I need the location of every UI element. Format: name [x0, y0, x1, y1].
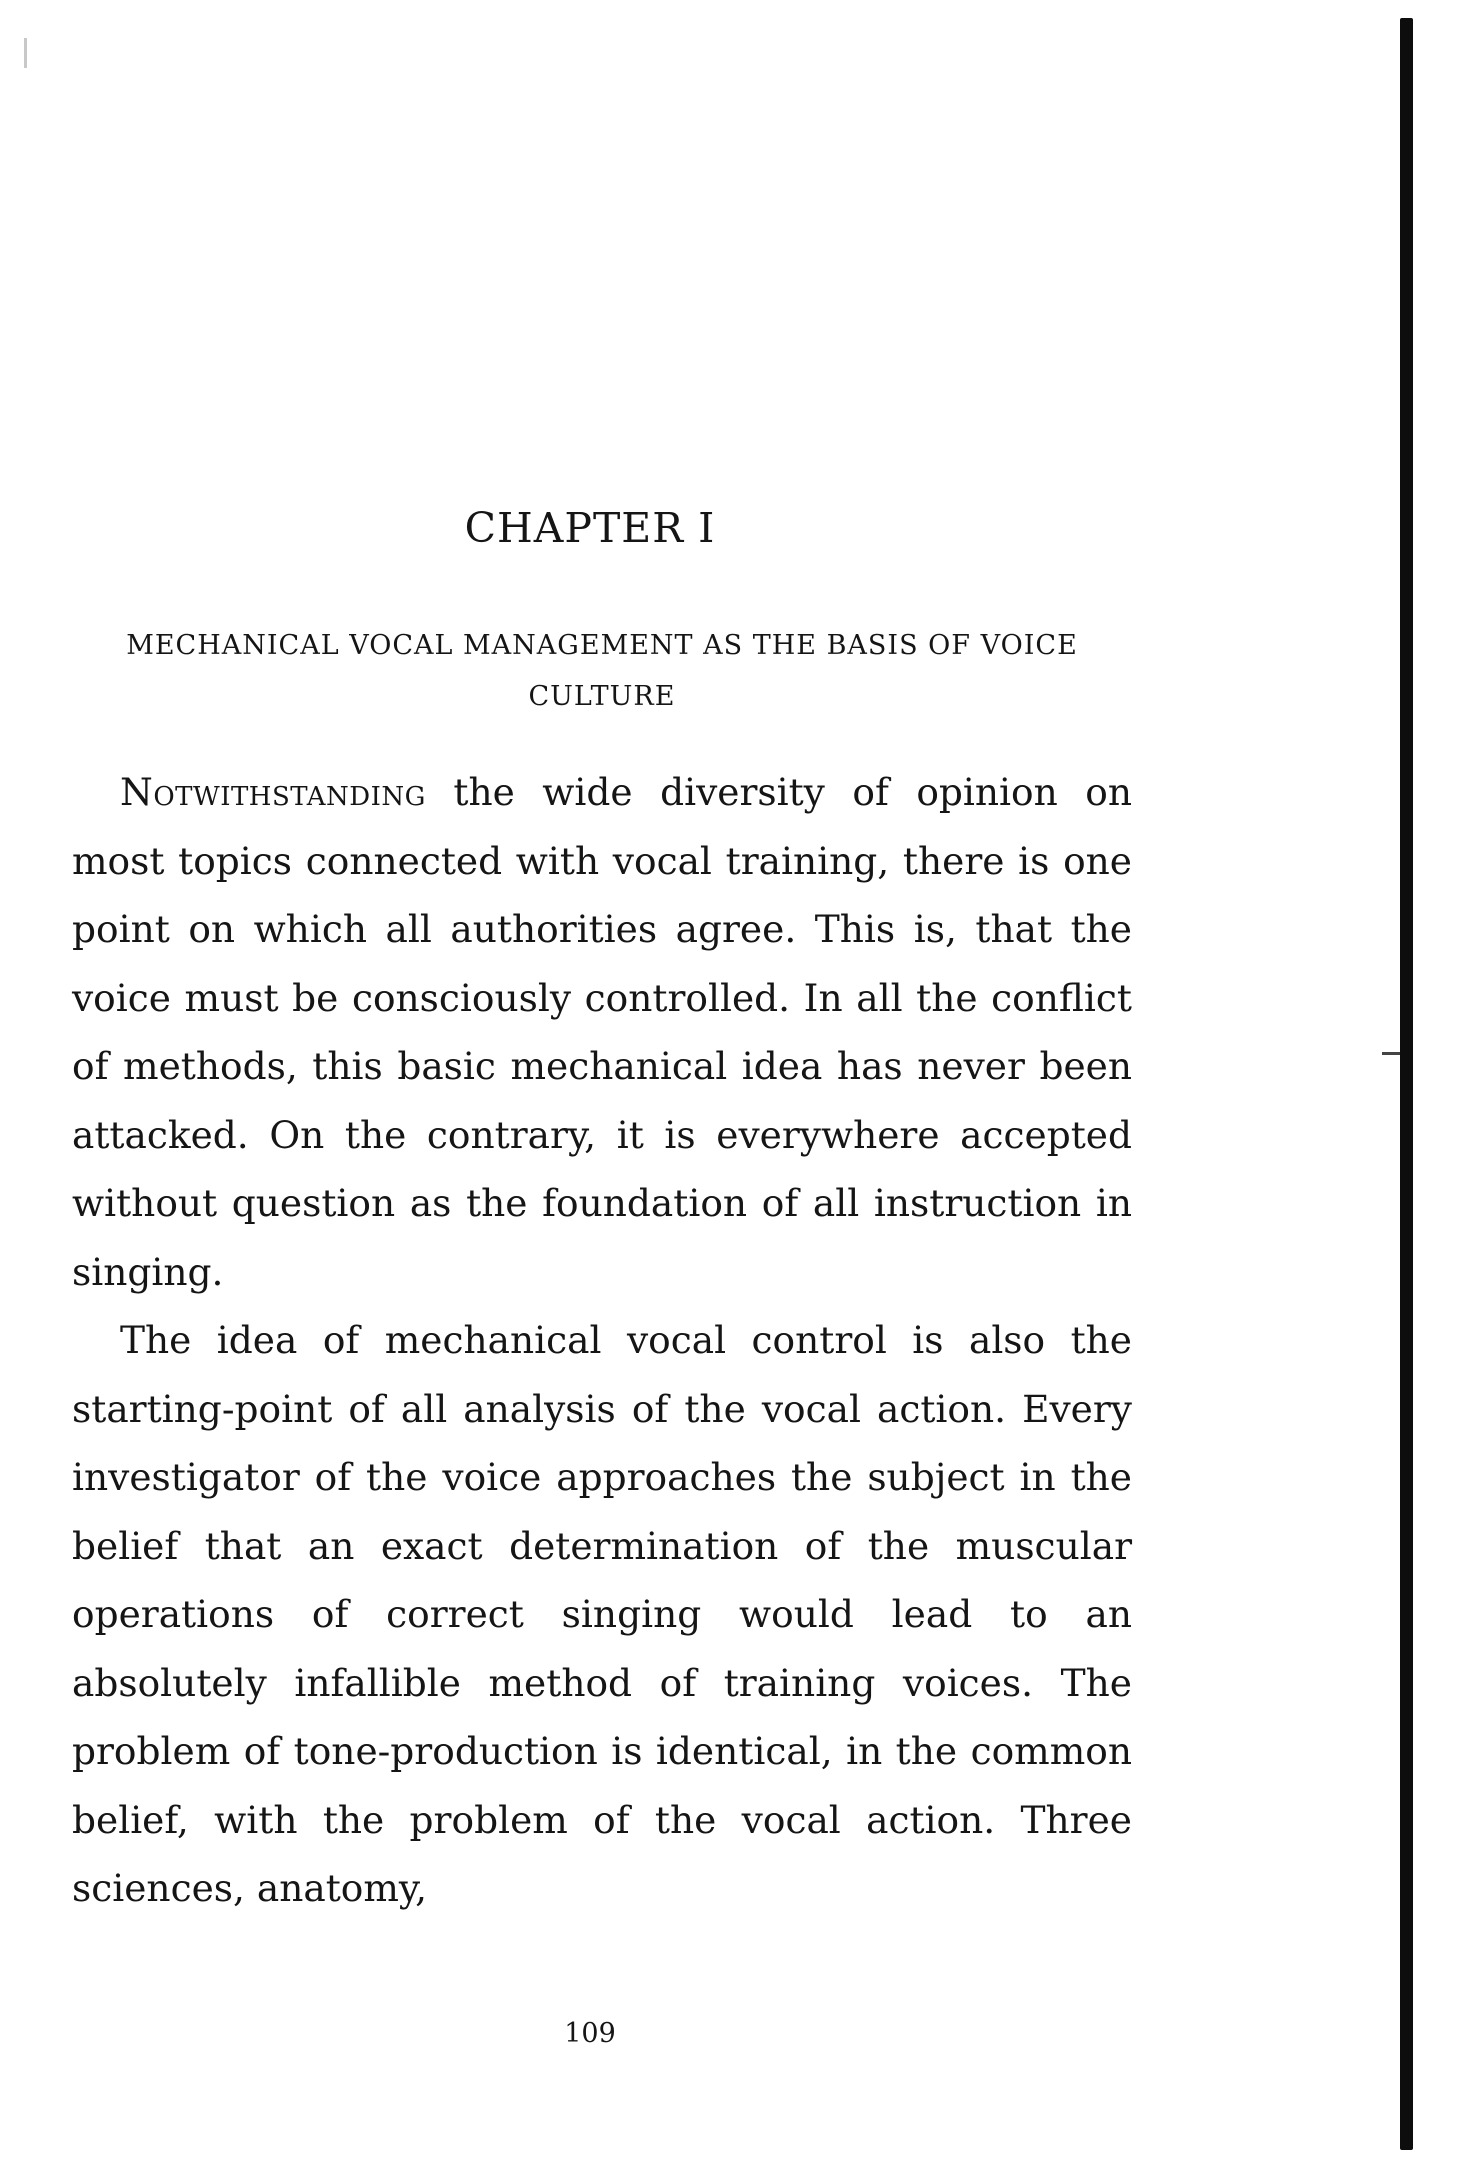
paragraph-1	[72, 758, 1132, 1306]
scan-mark	[24, 38, 27, 68]
chapter-title: CHAPTER I	[464, 504, 716, 552]
paragraph-2-text: The idea of mechanical vocal control is also the starting-point of all analysis of the vocal action. Every investigator of the voice approaches the subject in the belief that an exact determination of the muscular operations of correct singing would lead to an absolutely infallible method of training voices. The problem of tone-production is identical, in the common belief, with the problem of the vocal action. Three sciences, anatomy,	[72, 1318, 1132, 1910]
paragraph-lead-word: Notwithstanding	[120, 770, 426, 814]
paragraph-1-text: the wide diversity of opinion on most topics connected with vocal training, there is one point on which all authorities agree. This is, that the voice must be consciously controlled. In all the conflict of methods, this basic mechanical idea has never been attacked. On the contrary, it is everywhere accepted without question as the foundation of all instruction in singing.	[72, 770, 1132, 1294]
edge-tick-mark	[1382, 1052, 1400, 1055]
page-edge-shadow	[1400, 18, 1413, 2150]
paragraph-2	[72, 1306, 1132, 1923]
page-number: 109	[564, 2018, 616, 2049]
chapter-subtitle: MECHANICAL VOCAL MANAGEMENT AS THE BASIS OF VOICE CULTURE	[126, 630, 1078, 712]
body-text	[72, 758, 1132, 1923]
